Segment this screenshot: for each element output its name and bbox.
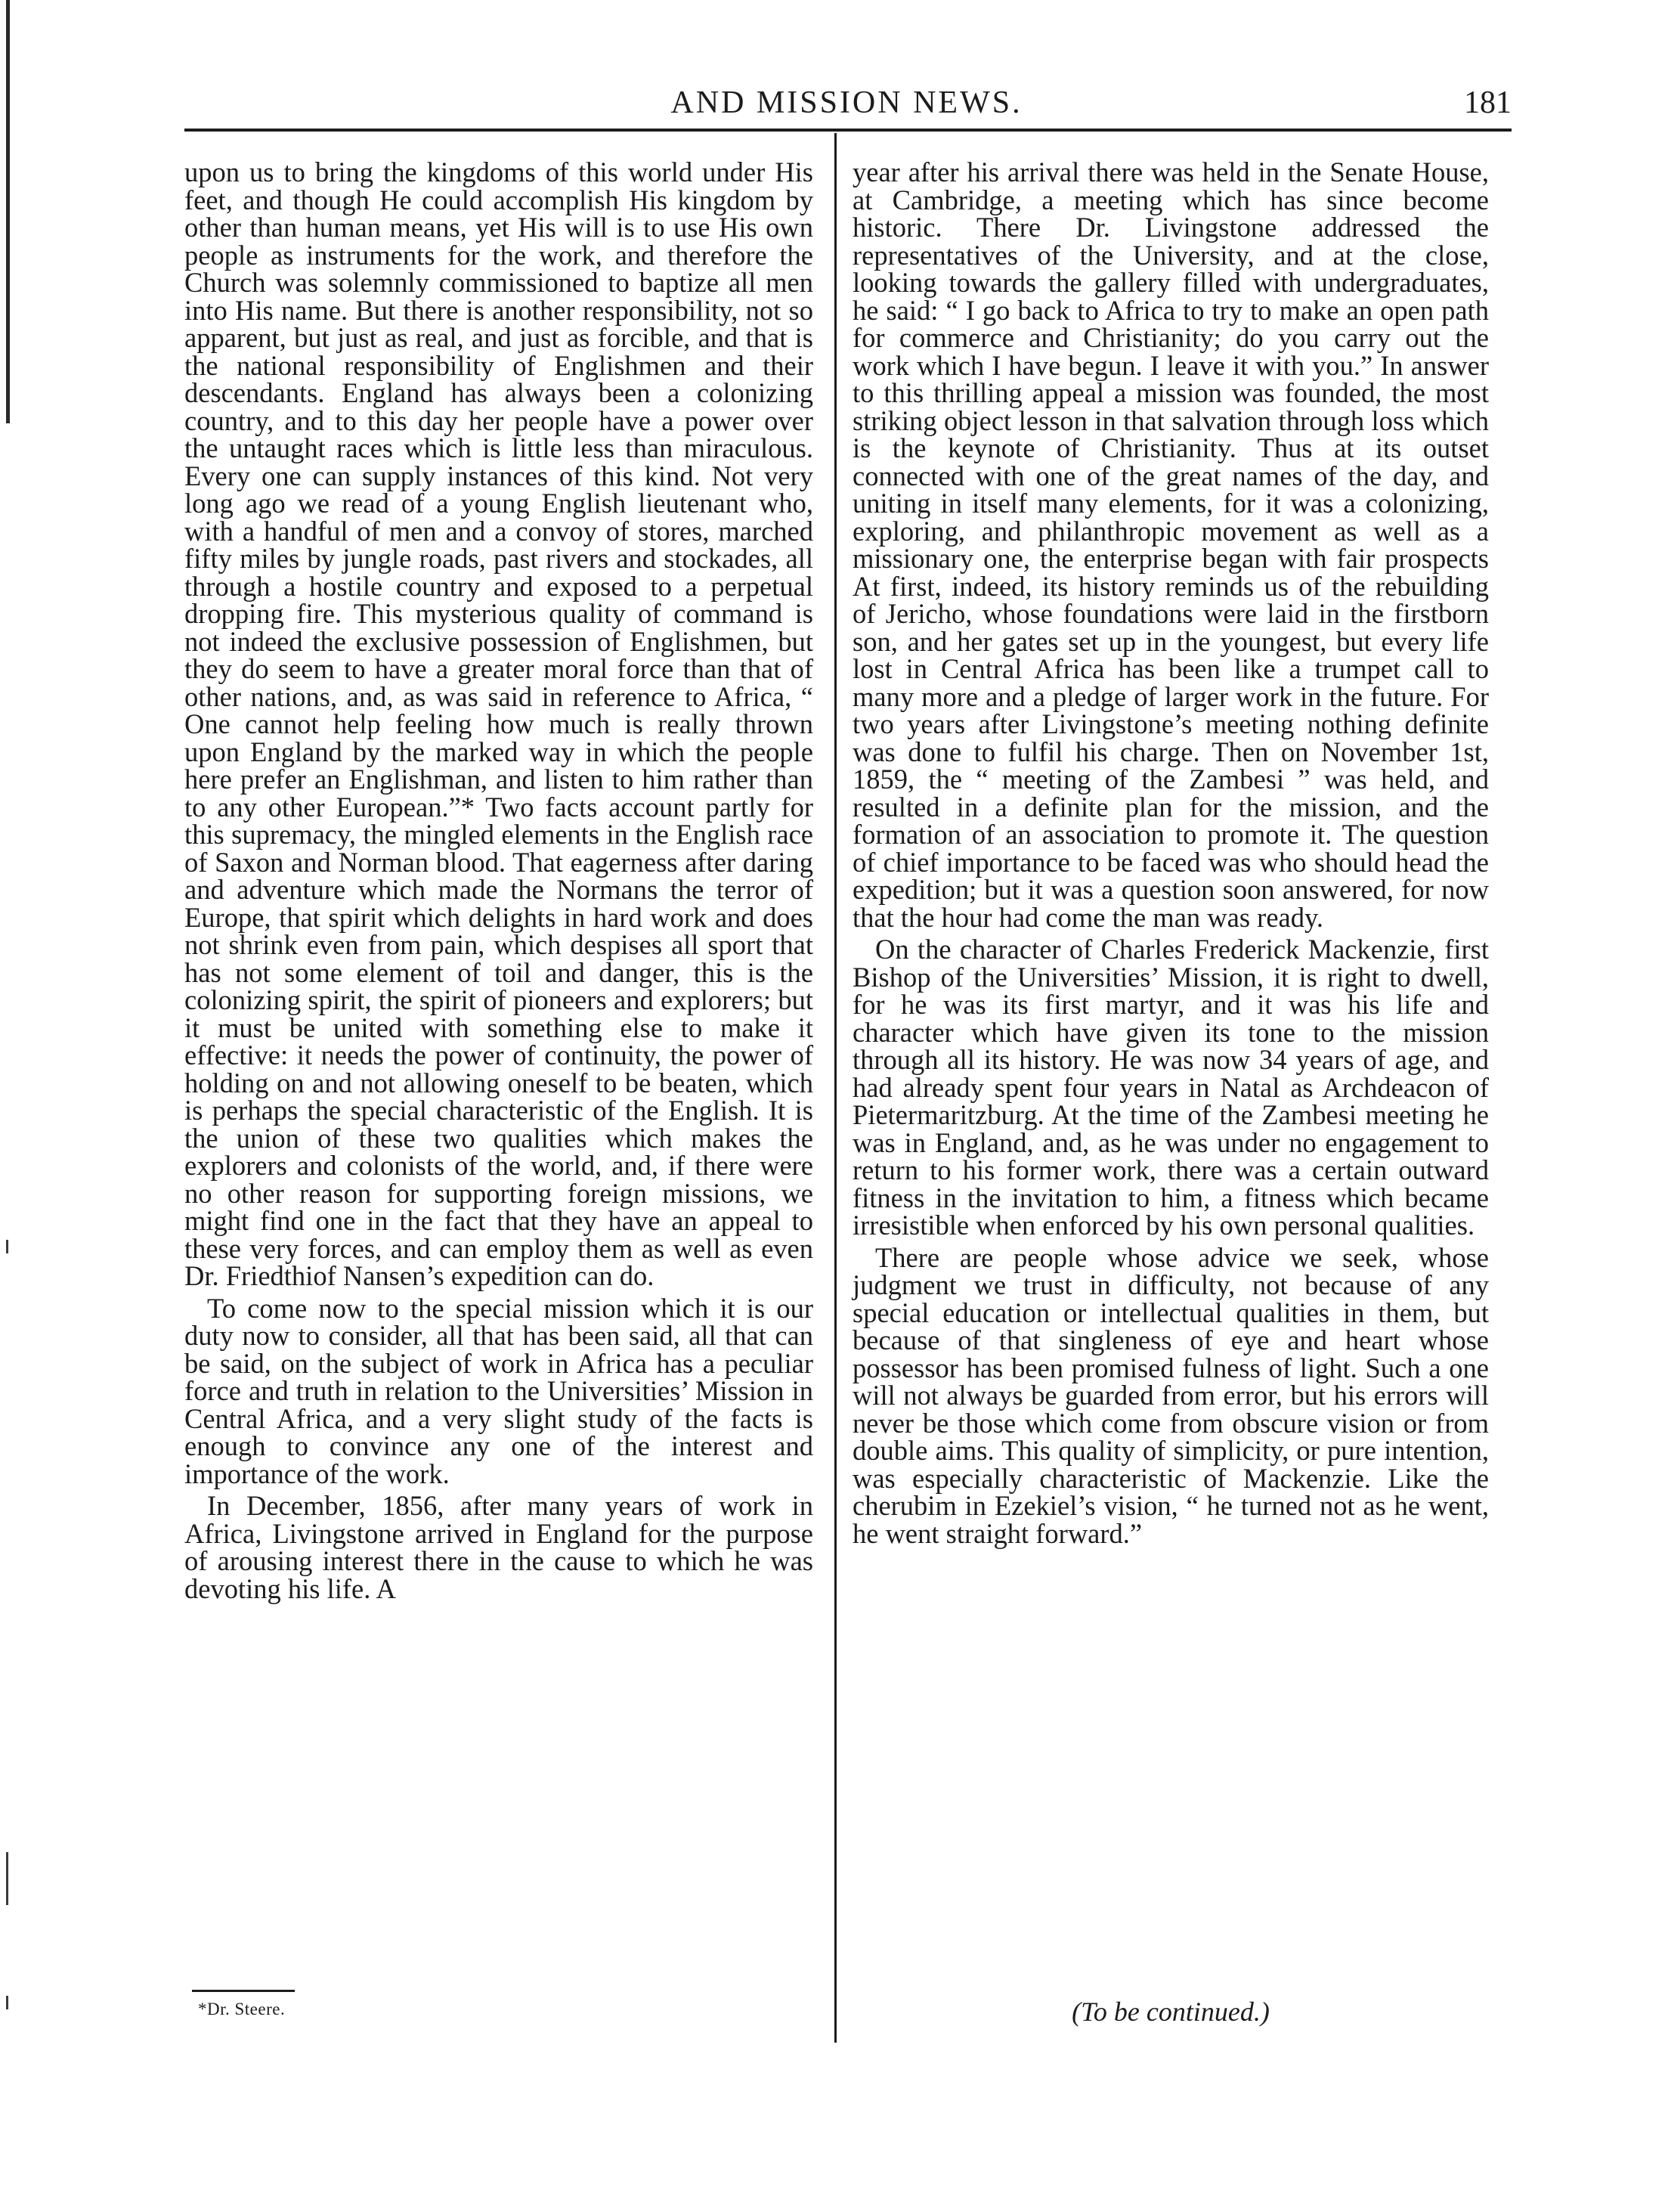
- paragraph: year after his arrival there was held in the Senate House, at Cambridge, a meeting which has since become historic. There Dr. Livingstone addressed the representatives of the University, and at the close, looking towards the gallery filled with undergraduates, he said: “ I go back to Africa to try to make an open path for commerce and Christianity; do you carry out the work which I have begun. I leave it with you.” In answer to this thrilling appeal a mission was founded, the most striking object lesson in that salvation through loss which is the keynote of Christianity. Thus at its outset connected with one of the great names of the day, and uniting in itself many elements, for it was a colonizing, exploring, and philanthropic movement as well as a missionary one, the enterprise began with fair prospects At first, indeed, its history reminds us of the rebuilding of Jericho, whose foundations were laid in the firstborn son, and her gates set up in the youngest, but every life lost in Central Africa has been like a trumpet call to many more and a pledge of larger work in the future. For two years after Livingstone’s meeting nothing definite was done to fulfil his charge. Then on November 1st, 1859, the “ meeting of the Zambesi ” was held, and resulted in a definite plan for the mission, and the formation of an association to promote it. The question of chief importance to be faced was who should head the expedition; but it was a question soon answered, for now that the hour had come the man was ready.: [853, 156, 1489, 933]
- column-divider: [834, 133, 837, 2043]
- running-title: AND MISSION NEWS.: [670, 85, 1023, 120]
- paragraph: upon us to bring the kingdoms of this world under His feet, and though He could accomplish His kingdom by other than human means, yet His will is to use His own people as instruments for the work, and therefore the Church was solemnly commissioned to baptize all men into His name. But there is another responsibility, not so apparent, but just as real, and just as forcible, and that is the national responsibility of Englishmen and their descendants. England has always been a colonizing country, and to this day her people have a power over the untaught races which is little less than miraculous. Every one can supply instances of this kind. Not very long ago we read of a young English lieutenant who, with a handful of men and a convoy of stores, marched fifty miles by jungle roads, past rivers and stockades, all through a hostile country and exposed to a perpetual dropping fire. This mysterious quality of command is not indeed the exclusive possession of Englishmen, but they do seem to have a greater moral force than that of other nations, and, as was said in reference to Africa, “ One cannot help feeling how much is really thrown upon England by the marked way in which the people here prefer an Englishman, and listen to him rather than to any other European.”* Two facts account partly for this supremacy, the mingled elements in the English race of Saxon and Norman blood. That eagerness after daring and adventure which made the Normans the terror of Europe, that spirit which delights in hard work and does not shrink even from pain, which despises all sport that has not some element of toil and danger, this is the colonizing spirit, the spirit of pioneers and explorers; but it must be united with something else to make it effective: it needs the power of continuity, the power of holding on and not allowing oneself to be beaten, which is perhaps the special characteristic of the English. It is the union of these two qualities which makes the explorers and colonists of the world, and, if there were no other reason for supporting foreign missions, we might find one in the fact that they have an appeal to these very forces, and can employ them as well as even Dr. Friedthiof Nansen’s expedition can do.: [184, 156, 813, 1291]
- page-header: [181, 85, 1512, 130]
- scan-edge-mark: [6, 0, 10, 423]
- right-column: [853, 156, 1489, 1549]
- header-rule: [184, 129, 1512, 132]
- paragraph: There are people whose advice we seek, whose judgment we trust in difficulty, not because of any special education or intellectual qualities in them, but because of that singleness of eye and heart whose possessor has been promised fulness of light. Such a one will not always be guarded from error, but his errors will never be those which come from obscure vision or from double aims. This quality of simplicity, or pure intention, was especially characteristic of Mackenzie. Like the cherubim in Ezekiel’s vision, “ he turned not as he went, he went straight forward.”: [853, 1241, 1489, 1549]
- left-column: [184, 156, 813, 1604]
- paragraph: To come now to the special mission which it is our duty now to consider, all that has been said, all that can be said, on the subject of work in Africa has a peculiar force and truth in relation to the Universities’ Mission in Central Africa, and a very slight study of the facts is enough to convince any one of the interest and importance of the work.: [184, 1292, 813, 1489]
- paragraph: In December, 1856, after many years of work in Africa, Livingstone arrived in England for the purpose of arousing interest there in the cause to which he was devoting his life. A: [184, 1490, 813, 1604]
- footnote-rule: [192, 1990, 295, 1992]
- paragraph: On the character of Charles Frederick Mackenzie, first Bishop of the Universities’ Mission, it is right to dwell, for he was its first martyr, and it was his life and character which have given its tone to the mission through all its history. He was now 34 years of age, and had already spent four years in Natal as Archdeacon of Pietermaritzburg. At the time of the Zambesi meeting he was in England, and, as he was under no engagement to return to his former work, there was a certain outward fitness in the invitation to him, a fitness which became irresistible when enforced by his own personal qualities.: [853, 934, 1489, 1241]
- to-be-continued-note: (To be continued.): [1072, 1997, 1270, 2027]
- scan-speck: [6, 1996, 8, 2009]
- footnote: *Dr. Steere.: [198, 2000, 286, 2018]
- scan-speck: [6, 1240, 8, 1253]
- page-number: 181: [1464, 85, 1512, 120]
- scan-speck: [6, 1852, 8, 1905]
